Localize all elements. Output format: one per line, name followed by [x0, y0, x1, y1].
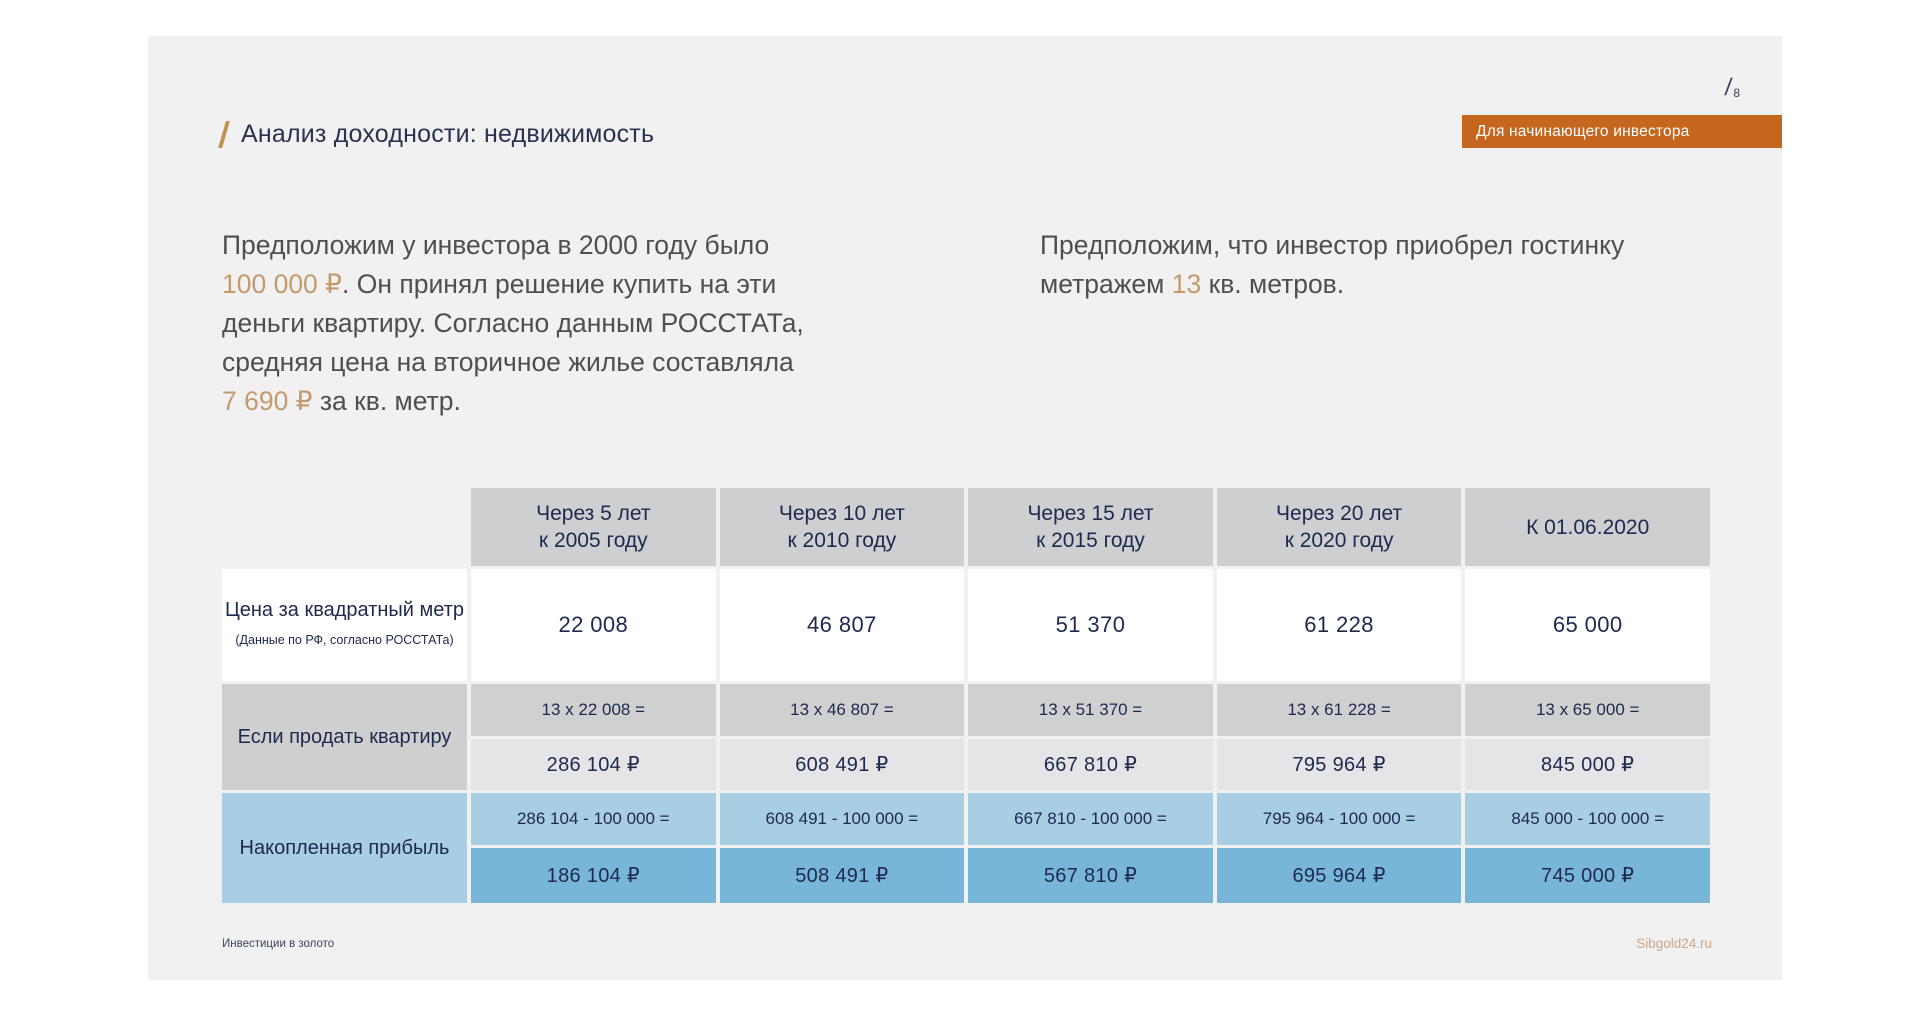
column-header [1465, 488, 1710, 566]
column-header-line1: Через 10 лет [778, 502, 905, 525]
text-segment: Предположим, что инвестор приобрел гостинку [1040, 230, 1625, 260]
paragraph-line [222, 382, 922, 421]
profit-result-cell: 186 104 ₽ [471, 848, 716, 903]
paragraph-line [222, 304, 922, 343]
sell-formula-cell: 13 x 51 370 = [968, 684, 1213, 736]
price-value-cell: 61 228 [1217, 569, 1462, 681]
accent-value: 13 [1171, 269, 1202, 299]
column-header [968, 488, 1213, 566]
accent-value: 7 690 ₽ [222, 386, 313, 416]
row-label-sell: Если продать квартиру [222, 684, 467, 790]
presentation-slide [148, 36, 1782, 980]
paragraph-line [1040, 226, 1760, 265]
price-value-cell: 22 008 [471, 569, 716, 681]
profit-formula-cell: 608 491 - 100 000 = [720, 793, 965, 845]
paragraph-line [222, 265, 922, 304]
sell-formula-cell: 13 x 61 228 = [1217, 684, 1462, 736]
sell-formula-cell: 13 x 65 000 = [1465, 684, 1710, 736]
paragraph-line [1040, 265, 1760, 304]
column-header-line2: к 2005 году [538, 529, 648, 552]
sell-result-cell: 608 491 ₽ [720, 739, 965, 790]
paragraph-line [222, 343, 922, 382]
column-header [1217, 488, 1462, 566]
slide-header [222, 120, 654, 149]
audience-badge: Для начинающего инвестора [1462, 115, 1782, 148]
column-header-line1: Через 20 лет [1276, 502, 1403, 525]
sell-formula-cell: 13 x 22 008 = [471, 684, 716, 736]
title-slash-icon [218, 121, 230, 148]
profit-formula-cell: 286 104 - 100 000 = [471, 793, 716, 845]
paragraph-line [222, 226, 922, 265]
text-segment: Предположим у инвестора в 2000 году было [222, 230, 770, 260]
slide-title: Анализ доходности: недвижимость [241, 120, 655, 148]
price-value-cell: 46 807 [720, 569, 965, 681]
profit-result-cell: 508 491 ₽ [720, 848, 965, 903]
text-segment: . Он принял решение купить на эти [342, 269, 777, 299]
footer-site-link[interactable]: Sibgold24.ru [1636, 936, 1712, 951]
column-header-line2: к 2020 году [1284, 529, 1394, 552]
table-corner [222, 488, 467, 566]
profit-formula-cell: 845 000 - 100 000 = [1465, 793, 1710, 845]
text-segment: метражем [1040, 269, 1172, 299]
column-header-line1: Через 5 лет [536, 502, 651, 525]
row-label-price [222, 569, 467, 681]
profit-result-cell: 745 000 ₽ [1465, 848, 1710, 903]
profit-result-cell: 695 964 ₽ [1217, 848, 1462, 903]
price-value-cell: 51 370 [968, 569, 1213, 681]
footer-left-label: Инвестиции в золото [222, 938, 335, 950]
page-number [1725, 76, 1740, 100]
row-label-text: Цена за квадратный метр [224, 599, 465, 621]
column-header-line1: К 01.06.2020 [1526, 515, 1650, 539]
row-label-subtext: (Данные по РФ, согласно РОССТАТа) [235, 633, 454, 647]
page-number-value: 8 [1733, 86, 1740, 100]
sell-result-cell: 795 964 ₽ [1217, 739, 1462, 790]
sell-formula-cell: 13 x 46 807 = [720, 684, 965, 736]
row-label-profit: Накопленная прибыль [222, 793, 467, 903]
profit-result-cell: 567 810 ₽ [968, 848, 1213, 903]
price-value-cell: 65 000 [1465, 569, 1710, 681]
text-segment: средняя цена на вторичное жилье составляла [222, 347, 794, 377]
intro-paragraph-left [222, 226, 922, 421]
text-segment: кв. метров. [1201, 269, 1345, 299]
analysis-table [222, 488, 1710, 903]
sell-result-cell: 286 104 ₽ [471, 739, 716, 790]
column-header-line1: Через 15 лет [1027, 502, 1154, 525]
accent-value: 100 000 ₽ [222, 269, 343, 299]
profit-formula-cell: 667 810 - 100 000 = [968, 793, 1213, 845]
page-number-slash: / [1723, 74, 1733, 101]
profit-formula-cell: 795 964 - 100 000 = [1217, 793, 1462, 845]
sell-result-cell: 667 810 ₽ [968, 739, 1213, 790]
column-header-line2: к 2015 году [1036, 529, 1145, 552]
sell-result-cell: 845 000 ₽ [1465, 739, 1710, 790]
column-header [720, 488, 965, 566]
column-header-line2: к 2010 году [787, 529, 897, 552]
text-segment: за кв. метр. [312, 386, 461, 416]
column-header [471, 488, 716, 566]
text-segment: деньги квартиру. Согласно данным РОССТАТа, [222, 308, 804, 338]
intro-paragraph-right [1040, 226, 1760, 304]
